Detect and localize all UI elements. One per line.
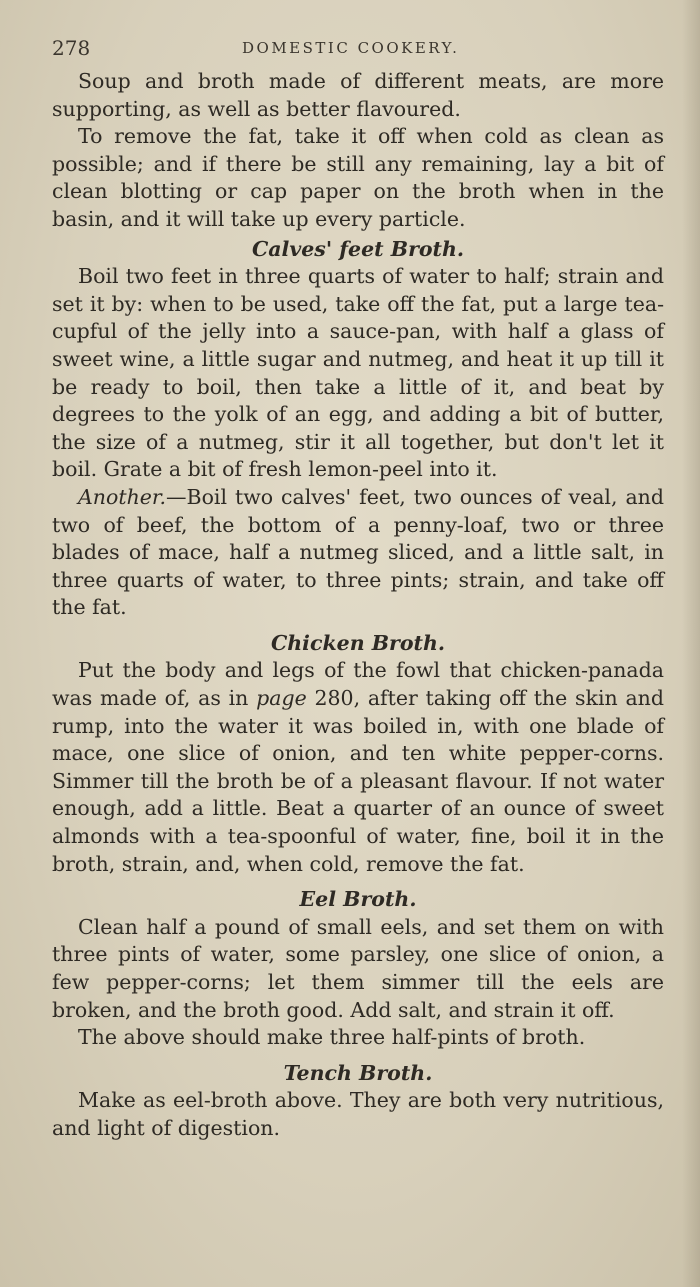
another-label: Another. bbox=[78, 484, 166, 509]
chicken-text-b: 280, after taking off the skin and rump, into the water it was boiled in, with one blade of mace, one slice of onion, and ten white pepper-corns. Simmer till the broth be of a pleasant flavour. If not water enough, add a little. Beat a quarter of an ounce of sweet almonds with a tea-spoonful of water, fine, boil it in the broth, strain, and, when cold, remove the fat. bbox=[52, 686, 664, 876]
section-title-calves-feet: Calves' feet Broth. bbox=[251, 236, 465, 261]
chicken-text-a: Put the body and legs of the fowl that chicken-panada was made of, as in bbox=[52, 658, 664, 711]
section-title-tench: Tench Broth. bbox=[283, 1060, 433, 1085]
another-text: —Boil two calves' feet, two ounces of veal, and two of beef, the bottom of a penny-loaf, two or three blades of mace, half a nutmeg sliced, and a little salt, in three quarts of water, to three pints; strain, and take off the fat. bbox=[52, 484, 664, 620]
section-title-chicken: Chicken Broth. bbox=[270, 630, 446, 655]
calves-feet-paragraph: Boil two feet in three quarts of water to half; strain and set it by: when to be used, take off the fat, put a large tea-cupful of the jelly into a sauce-pan, with half a glass of sweet wine, a little sugar and nutmeg, and heat it up till it be ready to boil, then take a little of it, and beat by degrees to the yolk of an egg, and adding a bit of butter, the size of a nutmeg, stir it all together, but don't let it boil. Grate a bit of fresh lemon-peel into it. bbox=[52, 264, 664, 482]
page-reference: page bbox=[256, 686, 307, 711]
eel-yield-paragraph: The above should make three half-pints of broth. bbox=[78, 1025, 586, 1050]
tench-paragraph: Make as eel-broth above. They are both very nutritious, and light of digestion. bbox=[52, 1088, 664, 1140]
intro-paragraph-fat: To remove the fat, take it off when cold as clean as possible; and if there be still any remaining, lay a bit of clean blotting or cap paper on the broth when in the basin, and it will take up every particle. bbox=[52, 124, 664, 231]
book-page bbox=[52, 36, 664, 1143]
chicken-paragraph bbox=[52, 657, 664, 878]
calves-feet-another-paragraph bbox=[52, 484, 664, 622]
running-head: DOMESTIC COOKERY. bbox=[242, 39, 460, 57]
page-edge-shadow bbox=[682, 0, 700, 1287]
intro-paragraph-meats: Soup and broth made of different meats, are more supporting, as well as better flavoured. bbox=[52, 69, 664, 121]
page-header bbox=[52, 36, 664, 68]
section-title-eel: Eel Broth. bbox=[299, 887, 417, 912]
page-number: 278 bbox=[52, 36, 91, 60]
eel-paragraph: Clean half a pound of small eels, and set them on with three pints of water, some parsley, one slice of onion, a few pepper-corns; let them simmer till the eels are broken, and the broth good. Add salt, and strain it off. bbox=[52, 914, 664, 1022]
